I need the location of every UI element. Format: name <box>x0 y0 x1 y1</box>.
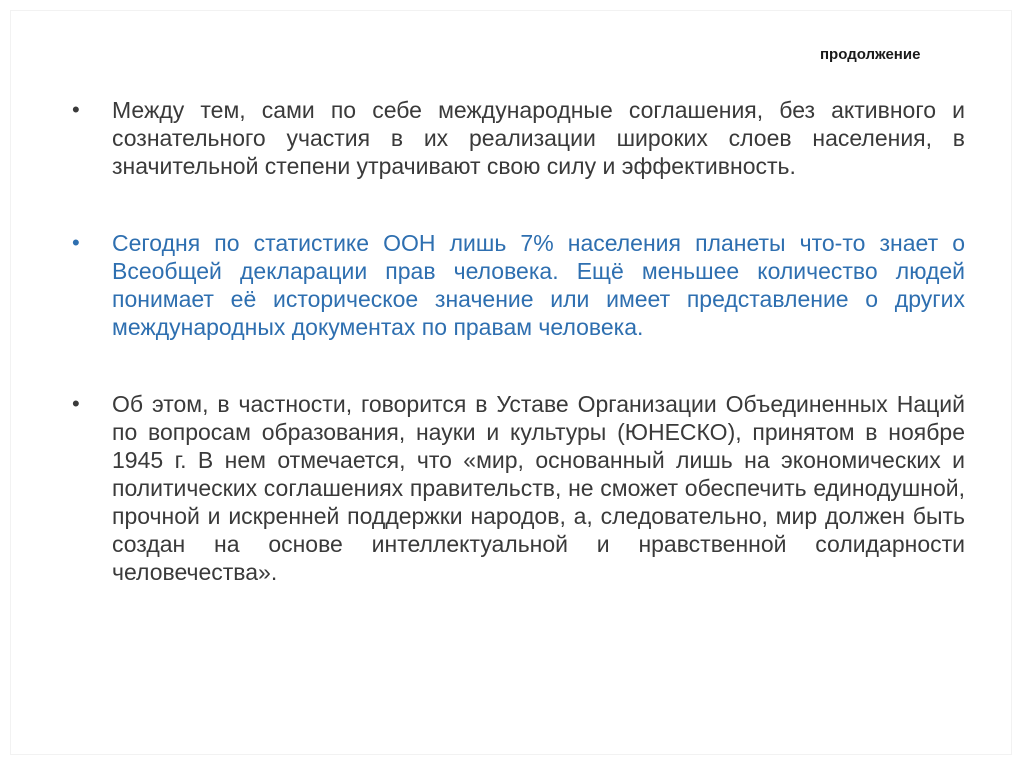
bullet-item-3 <box>72 390 965 586</box>
bullet-item-2 <box>72 229 965 341</box>
slide-subtitle: продолжение <box>820 46 921 63</box>
bullet-marker: • <box>72 230 80 255</box>
bullet-list <box>72 96 965 635</box>
bullet-text: Об этом, в частности, говорится в Уставе Организации Объединенных Наций по вопросам образования, науки и культуры (ЮНЕСКО), принятом в ноябре 1945 г. В нем отмечается, что «мир, основанный лишь на экономических и политических соглашениях правительств, не сможет обеспечить единодушной, прочной и искренней поддержки народов, а, следовательно, мир должен быть создан на основе интеллектуальной и нравственной солидарности человечества». <box>112 391 965 585</box>
bullet-marker: • <box>72 391 80 416</box>
bullet-marker: • <box>72 97 80 122</box>
bullet-text: Между тем, сами по себе международные соглашения, без активного и сознательного участия в их реализации широких слоев населения, в значительной степени утрачивают свою силу и эффективность. <box>112 97 965 179</box>
bullet-item-1 <box>72 96 965 180</box>
bullet-text: Сегодня по статистике ООН лишь 7% населения планеты что-то знает о Всеобщей декларации прав человека. Ещё меньшее количество людей понимает её историческое значение или имеет представление о других международных документах по правам человека. <box>112 230 965 340</box>
